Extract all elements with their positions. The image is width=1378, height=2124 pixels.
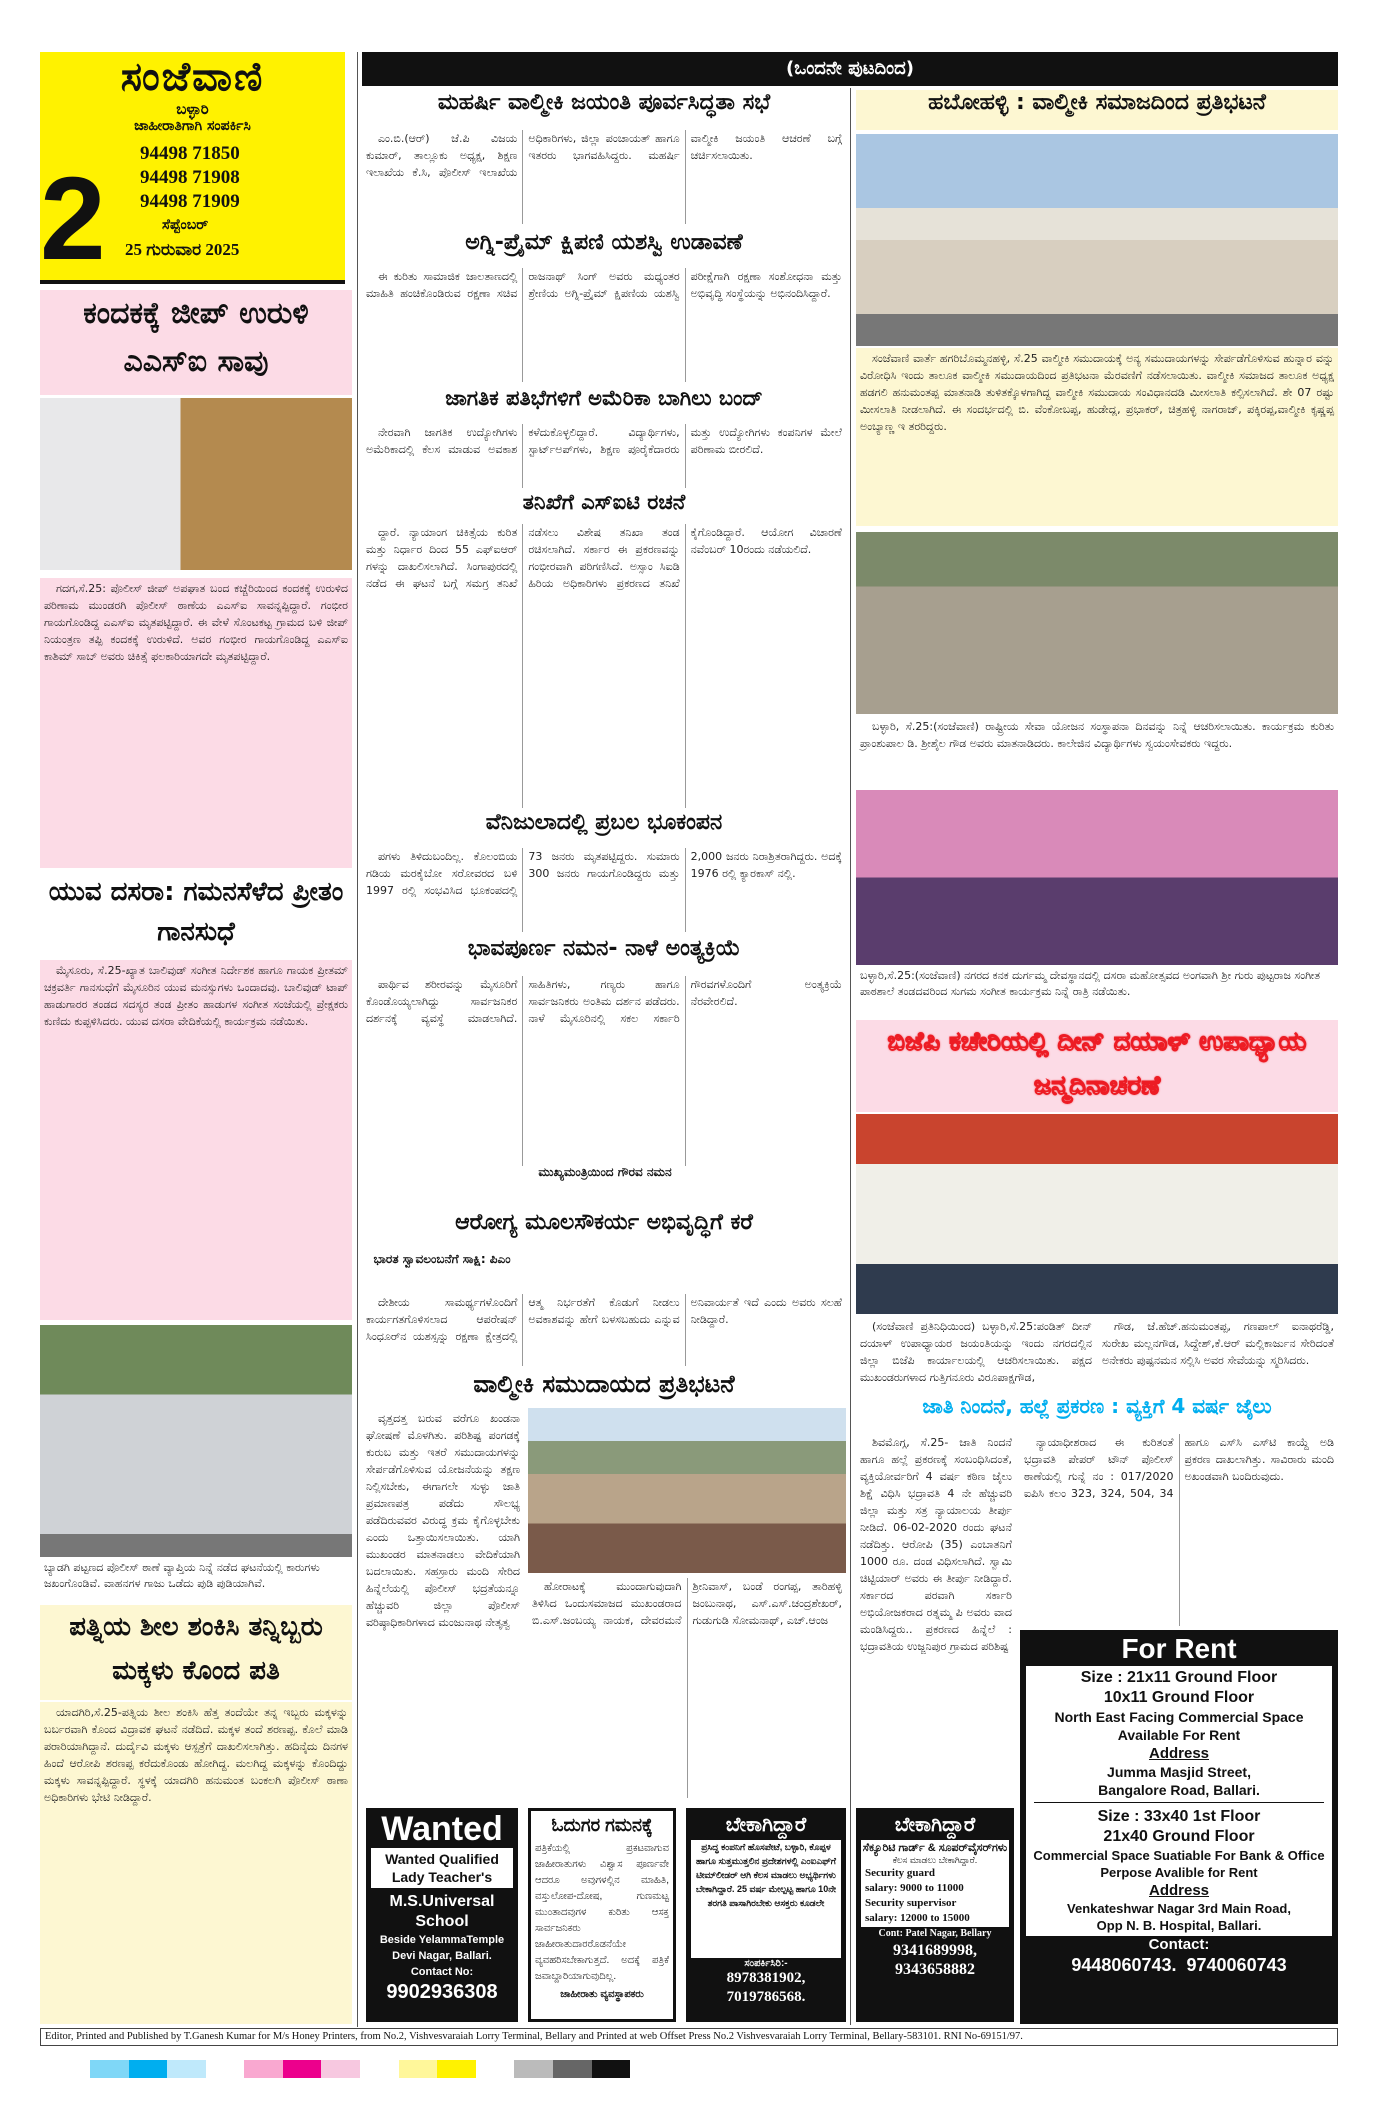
article-jeep-accident: ಗದಗ,ಸೆ.25: ಪೊಲೀಸ್ ಜೀಪ್ ಅಪಘಾತ ಬಂದ ಕಚ್ಚೆರಿಯಿಂದ ಕಂದಕಕ್ಕೆ ಉರುಳಿದ ಪರಿಣಾಮ ಮುಂಡರಗಿ ಪೊಲೀಸ್ ಠಾಣೆಯ ಎಎಸ್‌ಐ ಸಾವನ್ನಪ್ಪಿದ್ದಾರೆ. ಗಂಭೀರ ಗಾಯಗೊಂಡಿದ್ದ ಎಎಸ್‌ಐ ಮೃತಪಟ್ಟಿದ್ದಾರೆ. ಈ ವೇಳೆ ಸೊಂಟಕಟ್ಟ ಗ್ರಾಮದ ಬಳಿ ಜೀಪ್ ನಿಯಂತ್ರಣ ತಪ್ಪಿ ಕಂದಕಕ್ಕೆ ಉರುಳಿದೆ. ಅವರ ಗಂಭೀರ ಗಾಯಗೊಂಡಿದ್ದ ಎಎಸ್‌ಐ ಕಾಶಿಮ್ ಸಾಬ್ ಅವರು ಚಿಕಿತ್ಸೆ ಫಲಕಾರಿಯಾಗದೇ ಮೃತಪಟ್ಟಿದ್ದಾರೆ. [40,578,352,868]
headline-valmiki-protest: ವಾಲ್ಮೀಕಿ ಸಮುದಾಯದ ಪ್ರತಿಭಟನೆ [473,1370,735,1398]
article-valmiki-protest-cont: ಹೋರಾಟಕ್ಕೆ ಮುಂದಾಗುವುದಾಗಿ ತಿಳಿಸಿದ ಒಂದುಸಮಾಜದ ಮುಖಂಡರಾದ ಬಿ.ಎಸ್.ಜಂಬಯ್ಯ ನಾಯಕ, ದೇವರಮನೆ ಶ್ರೀನಿವಾಸ್, ಬಂಡೆ ರಂಗಪ್ಪ, ತಾರಿಹಳ್ಳಿ ಜಂಬುನಾಥ, ಎಸ್.ಎಸ್.ಚಂದ್ರಶೇಖರ್, ಗುಡುಗುಡಿ ಸೋಮನಾಥ್, ಎಚ್.ಆಂಜ [532,1580,842,1627]
photo-damaged-car [40,1325,352,1557]
article-caste-abuse-jail-cont: ನ್ಯಾಯಾಧೀಶರಾದ ಈ ಕುರಿತಂತೆ ಭದ್ರಾವತಿ ಪೇಪರ್ ಟೌನ್ ಪೊಲೀಸ್ ಠಾಣೆಯಲ್ಲಿ ಗುನ್ನೆ ನಂ : 017/2020 ಐಪಿಸಿ ಕಲಂ 323, 324, 504, 34 ಹಾಗೂ ಎಸ್‌ಸಿ ಎಸ್‌ಟಿ ಕಾಯ್ದೆ ಅಡಿ ಪ್ರಕರಣ ದಾಖಲಾಗಿತ್ತು. ಸಾವಿರಾರು ಮಂದಿ ಅಖಂಡವಾಗಿ ಬಂದಿರುವುದು. [1024,1436,1334,1500]
phone-2: 94498 71908 [140,167,240,188]
ad-for-rent: For Rent Size : 21x11 Ground Floor 10x11 Ground Floor North East Facing Commercial Space Available For Rent Address Jumma Masjid Street, Bangalore Road, Ballari. Size : 33x40 1st Floor 21x40 Ground Floor Commercial Space Suatiable For Bank & Office Perpose Avalible for Rent Address Venkateshwar Nagar 3rd Main Road, Opp N. B. Hospital, Ballari. Contact: 9448060743. 9740060743 [1020,1630,1338,2024]
article-health-infrastructure: ದೇಶೀಯ ಸಾಮರ್ಥ್ಯಗಳೊಂದಿಗೆ ಕಾರ್ಯಗತಗೊಳಿಸಲಾದ ಆಪರೇಷನ್ ಸಿಂಧೂರ್‌ನ ಯಶಸ್ಸನ್ನು ರಕ್ಷಣಾ ಕ್ಷೇತ್ರದಲ್ಲಿ ಆತ್ಮ ನಿರ್ಭರತೆಗೆ ಕೊಡುಗೆ ನೀಡಲು ಅವಕಾಶವನ್ನು ಹೇಗೆ ಬಳಸಬಹುದು ಎನ್ನುವ ಅನಿವಾರ್ಯತೆ ಇದೆ ಎಂದು ಅವರು ಸಲಹೆ ನೀಡಿದ್ದಾರೆ. [366,1296,842,1343]
date: 25 ಗುರುವಾರ 2025 [125,240,240,259]
article-us-visa: ನೇರವಾಗಿ ಜಾಗತಿಕ ಉದ್ಯೋಗಿಗಳು ಅಮೆರಿಕಾದಲ್ಲಿ ಕೆಲಸ ಮಾಡುವ ಅವಕಾಶ ಕಳೆದುಕೊಳ್ಳಲಿದ್ದಾರೆ. ವಿದ್ಯಾರ್ಥಿಗಳು, ಸ್ಟಾರ್ಟ್‌ಅಪ್‌ಗಳು, ಶಿಕ್ಷಣ ಪೂರೈಕೆದಾರರು ಮತ್ತು ಉದ್ಯೋಗಿಗಳು ಕಂಪನಿಗಳ ಮೇಲೆ ಪರಿಣಾಮ ಬೀರಲಿದೆ. [366,426,842,456]
headline-us-visa: ಜಾಗತಿಕ ಪತಿಭೆಗಳಿಗೆ ಅಮೆರಿಕಾ ಬಾಗಿಲು ಬಂದ್ [445,386,763,410]
headline-caste-abuse-jail: ಜಾತಿ ನಿಂದನೆ, ಹಲ್ಲೆ ಪ್ರಕರಣ : ವ್ಯಕ್ತಿಗೆ 4 ವರ್ಷ ಜೈಲು [922,1394,1272,1418]
headline-bjp-deendayal: ಬಿಜೆಪಿ ಕಚೇರಿಯಲ್ಲಿ ದೀನ್ ದಯಾಳ್ ಉಪಾಧ್ಯಾಯ ಜನ್ಮದಿನಾಚರಣೆ [856,1020,1338,1112]
masthead [40,52,345,284]
imprint-footer: Editor, Printed and Published by T.Ganesh Kumar for M/s Honey Printers, from No.2, Vishvesvaraiah Lorry Terminal, Bellary and Printed at web Offset Press No.2 Vishvesvaraiah Lorry Terminal, Bellary-583101. RNI No-69151/97. [40,2028,1338,2046]
article-nss-day: ಬಳ್ಳಾರಿ, ಸೆ.25:(ಸಂಜೆವಾಣಿ) ರಾಷ್ಟ್ರೀಯ ಸೇವಾ ಯೋಜನ ಸಂಸ್ಥಾಪನಾ ದಿನವನ್ನು ನಿನ್ನೆ ಆಚರಿಸಲಾಯಿತು. ಕಾರ್ಯಕ್ರಮ ಕುರಿತು ಪ್ರಾಂಶುಪಾಲ ಡಿ. ಶ್ರೀಶೈಲ ಗೌಡ ಅವರು ಮಾತನಾಡಿದರು. ಕಾಲೇಜಿನ ವಿದ್ಯಾರ್ಥಿಗಳು ಸ್ವಯಂಸೇವಕರು ಇದ್ದರು. [860,720,1334,750]
headline-venezuela-earthquake: ವೆನಿಜುಲಾದಲ್ಲಿ ಪ್ರಬಲ ಭೂಕಂಪನ [485,810,723,835]
phone-1: 94498 71850 [140,143,240,164]
headline-jeep-accident: ಕಂದಕಕ್ಕೆ ಜೀಪ್ ಉರುಳಿ ಎಎಸ್‌ಐ ಸಾವು [40,290,352,395]
article-venezuela-earthquake: ಪಗಳು ತಿಳಿದುಬಂದಿಲ್ಲ. ಕೊಲಂಬಿಯ ಗಡಿಯ ಮರಕೈಬೋ ಸರೋವರದ ಬಳಿ 1997 ರಲ್ಲಿ ಸಂಭವಿಸಿದ ಭೂಕಂಪದಲ್ಲಿ 73 ಜನರು ಮೃತಪಟ್ಟಿದ್ದರು. ಸುಮಾರು 300 ಜನರು ಗಾಯಗೊಂಡಿದ್ದರು ಮತ್ತು 2,000 ಜನರು ನಿರಾಶ್ರಿತರಾಗಿದ್ದರು. ಅದಕ್ಕೆ 1976 ರಲ್ಲಿ ಕ್ಯಾರಕಾಸ್ ನಲ್ಲಿ. [366,850,842,897]
ad-security-guard-jobs: ಬೇಕಾಗಿದ್ದಾರೆ ಸೆಕ್ಯೂರಿಟಿ ಗಾರ್ಡ್ & ಸೂಪರ್‌ವೈಸರ್‌ಗಳು ಕೆಲಸ ಮಾಡಲು ಬೇಕಾಗಿದ್ದಾರೆ. Security guard salary: 9000 to 11000 Security supervisor salary: 12000 to 15000 Cont: Patel Nagar, Bellary 9341689998, 9343658882 [856,1808,1014,2022]
subhead-cm-tribute: ಮುಖ್ಯಮಂತ್ರಿಯಿಂದ ಗೌರವ ನಮನ [538,1165,672,1179]
headline-yuva-dasara: ಯುವ ದಸರಾ: ಗಮನಸೆಳೆದ ಪ್ರೀತಂ ಗಾನಸುಧೆ [48,877,344,947]
headline-sit-formed: ತನಿಖೆಗೆ ಎಸ್‌ಐಟಿ ರಚನೆ [522,490,686,514]
newspaper-logo: ಸಂಜೆವಾಣಿ [120,54,265,100]
article-father-kills-children: ಯಾದಗಿರಿ,ಸೆ.25-ಪತ್ನಿಯ ಶೀಲ ಶಂಕಿಸಿ ಹೆತ್ತ ತಂದೆಯೇ ತನ್ನ ಇಬ್ಬರು ಮಕ್ಕಳನ್ನು ಬರ್ಬರವಾಗಿ ಕೊಂದ ವಿದ್ರಾವಕ ಘಟನೆ ನಡೆದಿದೆ. ಮಕ್ಕಳ ತಂದೆ ಶರಣಪ್ಪ. ಕೊಲೆ ಮಾಡಿ ಪರಾರಿಯಾಗಿದ್ದಾನೆ. ದುರ್ದೈವಿ ಮಕ್ಕಳು ಆಸ್ಪತ್ರೆಗೆ ದಾಖಲಿಸಲಾಗಿತ್ತು. ಹದಿನೈದು ದಿನಗಳ ಹಿಂದೆ ಆರೋಪಿ ಶರಣಪ್ಪ ಕರೆದುಕೊಂಡು ಹೋಗಿದ್ದ. ಮಲಗಿದ್ದ ಮಕ್ಕಳನ್ನು ಕೊಂದಿದ್ದು ಮಕ್ಕಳು ಸಾವನ್ನಪ್ಪಿದ್ದಾರೆ. ಸ್ಥಳಕ್ಕೆ ಯಾದಗಿರಿ ಹನುಮಂತ ಬಂಕಲಗಿ ಪೊಲೀಸ್ ಠಾಣಾ ಅಧಿಕಾರಿಗಳು ಭೇಟಿ ನೀಡಿದ್ದಾರೆ. [40,1702,352,2024]
article-yuva-dasara: ಮೈಸೂರು, ಸೆ.25-ಖ್ಯಾತ ಬಾಲಿವುಡ್ ಸಂಗೀತ ನಿರ್ದೇಶಕ ಹಾಗೂ ಗಾಯಕ ಪ್ರೀತಮ್ ಚಕ್ರವರ್ತಿ ಗಾನಸುಧೆಗೆ ಮೈಸೂರಿನ ಯುವ ಮನಸ್ಸುಗಳು ಒಂದಾದವು. ಬಾಲಿವುಡ್ ಟಾಪ್ ಹಾಡುಗಾರರ ತಂಡದ ಸದಸ್ಯರ ತಂಡ ಪ್ರೀತಂ ಹಾಡುಗಳ ಸಂಗೀತ ಸಂಜೆಯಲ್ಲಿ ಪ್ರೇಕ್ಷಕರು ಕುಣಿದು ಕುಪ್ಪಳಿಸಿದರು. ಯುವ ದಸರಾ ವೇದಿಕೆಯಲ್ಲಿ ಕಾರ್ಯಕ್ರಮ ನಡೆಯಿತು. [40,960,352,1320]
article-caste-abuse-jail: ಶಿವಮೊಗ್ಗ, ಸೆ.25- ಜಾತಿ ನಿಂದನೆ ಹಾಗೂ ಹಲ್ಲೆ ಪ್ರಕರಣಕ್ಕೆ ಸಂಬಂಧಿಸಿದಂತೆ, ವ್ಯಕ್ತಿಯೋರ್ವರಿಗೆ 4 ವರ್ಷ ಕಠಿಣ ಜೈಲು ಶಿಕ್ಷೆ ವಿಧಿಸಿ ಭದ್ರಾವತಿ 4 ನೇ ಹೆಚ್ಚುವರಿ ಜಿಲ್ಲಾ ಮತ್ತು ಸತ್ರ ನ್ಯಾಯಾಲಯ ತೀರ್ಪು ನೀಡಿದೆ. 06-02-2020 ರಂದು ಘಟನೆ ನಡೆದಿತ್ತು. ಆರೋಪಿ (35) ಎಂಬಾತನಿಗೆ 1000 ರೂ. ದಂಡ ವಿಧಿಸಲಾಗಿದೆ. ಸ್ವಾಮಿ ಚಿಟ್ಟಿಯಾರ್ ಅವರು ಈ ತೀರ್ಪು ನೀಡಿದ್ದಾರೆ. ಸರ್ಕಾರದ ಪರವಾಗಿ ಸರ್ಕಾರಿ ಅಭಿಯೋಜಕರಾದ ರತ್ನಮ್ಮ ಪಿ ಅವರು ವಾದ ಮಂಡಿಸಿದ್ದರು.. ಪ್ರಕರಣದ ಹಿನ್ನೆಲೆ : ಭದ್ರಾವತಿಯ ಉಜ್ಜನಿಪುರ ಗ್ರಾಮದ ಪರಿಶಿಷ್ಟ [860,1436,1012,1653]
photo-nss-day [856,532,1338,714]
ad-contact-label: ಜಾಹೀರಾತಿಗಾಗಿ ಸಂಪರ್ಕಿಸಿ [134,118,251,134]
caption-music-program: ಬಳ್ಳಾರಿ,ಸೆ.25:(ಸಂಜೆವಾಣಿ) ನಗರದ ಕನಕ ದುರ್ಗಮ್ಮ ದೇವಸ್ಥಾನದಲ್ಲಿ ದಸರಾ ಮಹೋತ್ಸವದ ಅಂಗವಾಗಿ ಶ್ರೀ ಗುರು ಪುಟ್ಟರಾಜ ಸಂಗೀತ ಪಾಠಶಾಲೆ ತಂಡದವರಿಂದ ಸುಗಮ ಸಂಗೀತ ಕಾರ್ಯಕ್ರಮ ನಿನ್ನೆ ರಾತ್ರಿ ನಡೆಯಿತು. [860,969,1321,998]
caption-damaged-car: ಬ್ಯಾಡಗಿ ಪಟ್ಟಣದ ಪೊಲೀಸ್ ಠಾಣೆ ವ್ಯಾಪ್ತಿಯ ನಿನ್ನೆ ನಡೆದ ಘಟನೆಯಲ್ಲಿ ಕಾರುಗಳು ಜಖಂಗೊಂಡಿವೆ. ವಾಹನಗಳ ಗಾಜು ಒಡೆದು ಪುಡಿ ಪುಡಿಯಾಗಿವೆ. [44,1561,320,1590]
article-tribute-funeral: ಪಾರ್ಥಿವ ಶರೀರವನ್ನು ಮೈಸೂರಿಗೆ ಕೊಂಡೊಯ್ಯಲಾಗಿದ್ದು ಸಾರ್ವಜನಿಕರ ದರ್ಶನಕ್ಕೆ ವ್ಯವಸ್ಥೆ ಮಾಡಲಾಗಿದೆ. ಸಾಹಿತಿಗಳು, ಗಣ್ಯರು ಹಾಗೂ ಸಾರ್ವಜನಿಕರು ಅಂತಿಮ ದರ್ಶನ ಪಡೆದರು. ನಾಳೆ ಮೈಸೂರಿನಲ್ಲಿ ಸಕಲ ಸರ್ಕಾರಿ ಗೌರವಗಳೊಂದಿಗೆ ಅಂತ್ಯಕ್ರಿಯೆ ನೆರವೇರಲಿದೆ. [366,978,842,1025]
photo-bjp-leaders [856,1114,1338,1314]
continued-banner: (ಒಂದನೇ ಪುಟದಿಂದ) [362,52,1338,86]
article-bjp-deendayal: (ಸಂಜೆವಾಣಿ ಪ್ರತಿನಿಧಿಯಿಂದ) ಬಳ್ಳಾರಿ,ಸೆ.25:ಪಂಡಿತ್ ದೀನ್ ದಯಾಳ್ ಉಪಾಧ್ಯಾಯರ ಜಯಂತಿಯನ್ನು ಇಂದು ನಗರದಲ್ಲಿನ ಜಿಲ್ಲಾ ಬಿಜೆಪಿ ಕಾರ್ಯಾಲಯಲ್ಲಿ ಆಚರಿಸಲಾಯಿತು. ಪಕ್ಷದ ಮುಖಂಡರುಗಳಾದ ಗುತ್ತಿಗನೂರು ವಿರೂಪಾಕ್ಷಗೌಡ, [860,1320,1092,1384]
article-valmiki-jayanti-meeting: ಎಂ.ಬಿ.(ಆರ್) ಜೆ.ಪಿ ವಿಜಯ ಕುಮಾರ್, ತಾಲ್ಲೂಕು ಅಧ್ಯಕ್ಷ, ಶಿಕ್ಷಣ ಇಲಾಖೆಯ ಕೆ.ಸಿ, ಪೊಲೀಸ್ ಇಲಾಖೆಯ ಅಧಿಕಾರಿಗಳು, ಜಿಲ್ಲಾ ಪಂಚಾಯತ್ ಹಾಗೂ ಇತರರು ಭಾಗವಹಿಸಿದ್ದರು. ಮಹರ್ಷಿ ವಾಲ್ಮೀಕಿ ಜಯಂತಿ ಆಚರಣೆ ಬಗ್ಗೆ ಚರ್ಚಿಸಲಾಯಿತು. [366,132,842,179]
photo-police-jeep-and-officer [40,398,352,570]
article-valmiki-protest: ವೃತ್ತದತ್ತ ಬರುವ ವರೆಗೂ ಖಂಡನಾ ಘೋಷಣೆ ಮೊಳಗಿತು. ಪರಿಶಿಷ್ಟ ಪಂಗಡಕ್ಕೆ ಕುರುಬ ಮತ್ತು ಇತರೆ ಸಮುದಾಯಗಳನ್ನು ಸೇರ್ಪಡೆಗೊಳಿಸುವ ಯೋಜನೆಯನ್ನು ತಕ್ಷಣ ನಿಲ್ಲಿಸಬೇಕು, ಈಗಾಗಲೇ ಸುಳ್ಳು ಜಾತಿ ಪ್ರಮಾಣಪತ್ರ ಪಡೆದು ಸೌಲಭ್ಯ ಪಡೆದಿರುವವರ ವಿರುದ್ಧ ಕ್ರಮ ಕೈಗೊಳ್ಳಬೇಕು ಎಂದು ಒತ್ತಾಯಿಸಲಾಯಿತು. ಯಾಗಿ ಮುಖಂಡರ ಮಾತನಾಡಲು ವೇದಿಕೆಯಾಗಿ ಬದಲಾಯಿತು. ಸಹಸ್ರಾರು ಮಂದಿ ಸೇರಿದ ಹಿನ್ನೆಲೆಯಲ್ಲಿ ಪೊಲೀಸ್ ಭದ್ರತೆಯನ್ನೂ ಹೆಚ್ಚುವರಿ ಜಿಲ್ಲಾ ಪೊಲೀಸ್ ವರಿಷ್ಠಾಧಿಕಾರಿಗಳಾದ ಮಂಜುನಾಥ ನೇತೃತ್ವ [366,1412,520,1629]
headline-valmiki-jayanti-meeting: ಮಹರ್ಷಿ ವಾಲ್ಮೀಕಿ ಜಯಂತಿ ಪೂರ್ವಸಿದ್ಧತಾ ಸಭೆ [437,90,771,115]
headline-tribute-funeral: ಭಾವಪೂರ್ಣ ನಮನ- ನಾಳೆ ಅಂತ್ಯಕ್ರಿಯೆ [467,936,741,961]
photo-valmiki-procession [528,1408,846,1573]
month: ಸೆಪ್ಟೆಂಬರ್ [162,218,209,233]
phone-3: 94498 71909 [140,191,240,212]
photo-music-program [856,790,1338,965]
page-number: 2 [40,153,106,284]
article-hagaribommanahalli-protest: ಸಂಜೆವಾಣಿ ವಾರ್ತೆ ಹಗರಿಬೊಮ್ಮನಹಳ್ಳಿ, ಸೆ.25 ವಾಲ್ಮೀಕಿ ಸಮುದಾಯಕ್ಕೆ ಅನ್ಯ ಸಮುದಾಯಗಳನ್ನು ಸೇರ್ಪಡೆಗೊಳಿಸುವ ಹುನ್ನಾರ ವನ್ನು ವಿರೋಧಿಸಿ ಇಂದು ತಾಲೂಕ ವಾಲ್ಮೀಕಿ ಸಮುದಾಯದಿಂದ ಪ್ರತಿಭಟನಾ ಮೆರವಣಿಗೆ ನಡೆಸಲಾಯಿತು. ವಾಲ್ಮೀಕಿ ಸಮಾಜದ ತಾಲೂಕ ಅಧ್ಯಕ್ಷ ಹಡಗಲಿ ಹನುಮಂತಪ್ಪ ಮಾತನಾಡಿ ತುಳಿತಕ್ಕೊಳಗಾಗಿದ್ದ ವಾಲ್ಮೀಕಿ ಸಮುದಾಯ ಸಂವಿಧಾನದಡಿ ಮೀಸಲಾತಿ ಕಲ್ಪಿಸಲಾಗಿದೆ. ಶೇ 07 ರಷ್ಟು ಮೀಸಲಾತಿ ನೀಡಲಾಗಿದೆ. ಈ ಸಂದರ್ಭದಲ್ಲಿ ಬಿ. ವೆಂಕೋಬಪ್ಪ, ಹುಡೇದ್ಲ, ಪ್ರಭಾಕರ್, ಚಿತ್ರಹಳ್ಳಿ ನಾಗರಾಜ್, ಪಕ್ಕಿರಪ್ಪ,ವಾಲ್ಮೀಕಿ ಕೃಷ್ಣಪ್ಪ ಅಂಬ್ಯಾಣ್ಣ ಇ ತರರಿದ್ದರು. [856,348,1338,526]
ad-wanted-teacher: Wanted Wanted Qualified Lady Teacher's M.S.Universal School Beside YelammaTemple Devi Nagar, Ballari. Contact No: 9902936308 [366,1808,518,2022]
article-sit-formed: ದ್ದಾರೆ. ನ್ಯಾಯಾಂಗ ಚಿಕಿತ್ಸೆಯ ಕುರಿತ ಮತ್ತು ನಿರ್ಧಾರ ದಿಂದ 55 ಎಫ್‌ಐಆರ್ ಗಳನ್ನು ದಾಖಲಿಸಲಾಗಿದೆ. ಸಿಂಗಾಪುರದಲ್ಲಿ ನಡೆದ ಈ ಘಟನೆ ಬಗ್ಗೆ ಸಮಗ್ರ ತನಿಖೆ ನಡೆಸಲು ವಿಶೇಷ ತನಿಖಾ ತಂಡ ರಚಿಸಲಾಗಿದೆ. ಸರ್ಕಾರ ಈ ಪ್ರಕರಣವನ್ನು ಗಂಭೀರವಾಗಿ ಪರಿಗಣಿಸಿದೆ. ಅಸ್ಸಾಂ ಸಿಐಡಿ ಹಿರಿಯ ಅಧಿಕಾರಿಗಳು ಪ್ರಕರಣದ ತನಿಖೆ ಕೈಗೊಂಡಿದ್ದಾರೆ. ಆಯೋಗ ವಿಚಾರಣೆ ನವೆಂಬರ್ 10ರಂದು ನಡೆಯಲಿದೆ. [366,526,842,590]
ad-readers-notice: ಓದುಗರ ಗಮನಕ್ಕೆ ಪತ್ರಿಕೆಯಲ್ಲಿ ಪ್ರಕಟವಾಗುವ ಜಾಹೀರಾತುಗಳು ವಿಶ್ವಾಸ ಪೂರ್ಣವೇ ಆದರೂ ಅವುಗಳಲ್ಲಿನ ಮಾಹಿತಿ, ವಸ್ತುಲೋಪ-ದೋಷ, ಗುಣಮಟ್ಟ ಮುಂತಾದವುಗಳ ಕುರಿತು ಆಸಕ್ತ ಸಾರ್ವಜನಿಕರು ಜಾಹೀರಾತುದಾರರೊಡನೆಯೇ ವ್ಯವಹರಿಸಬೇಕಾಗುತ್ತದೆ. ಅದಕ್ಕೆ ಪತ್ರಿಕೆ ಜವಾಬ್ದಾರಿಯಾಗುವುದಿಲ್ಲ. ಜಾಹೀರಾತು ವ್ಯವಸ್ಥಾಪಕರು [528,1808,676,2022]
headline-health-infrastructure: ಆರೋಗ್ಯ ಮೂಲಸೌಕರ್ಯ ಅಭಿವೃದ್ಧಿಗೆ ಕರೆ [455,1210,753,1235]
subhead-self-reliance: ಭಾರತ ಸ್ವಾವಲಂಬನೆಗೆ ಸಾಕ್ಷಿ: ಪಿಎಂ [373,1252,511,1266]
registration-color-bars [90,2060,630,2078]
ad-job-vacancy-1: ಬೇಕಾಗಿದ್ದಾರೆ ಪ್ರಸಿದ್ಧ ಕಂಪನಿಗೆ ಹೊಸಪೇಟೆ, ಬಳ್ಳಾರಿ, ಕೊಪ್ಪಳ ಹಾಗೂ ಸುತ್ತಮುತ್ತಲಿನ ಪ್ರದೇಶಗಳಲ್ಲಿ ಎಂಐಎಫ್‌ಗೆ ಟೀಮ್‌ಲೀಡರ್ ಆಗಿ ಕೆಲಸ ಮಾಡಲು ಅಭ್ಯರ್ಥಿಗಳು ಬೇಕಾಗಿದ್ದಾರೆ. 25 ವರ್ಷ ಮೇಲ್ಪಟ್ಟ ಹಾಗೂ 10ನೇ ತರಗತಿ ಪಾಸಾಗಿರಬೇಕು ಆಸಕ್ತರು ಕೂಡಲೇ ಸಂಪರ್ಕಿಸಿರಿ:- 8978381902, 7019786568. [686,1808,846,2022]
photo-protest-group [856,134,1338,346]
article-bjp-deendayal-cont: ಗೌಡ, ಜೆ.ಹೆಚ್.ಹನುಮಂತಪ್ಪ, ಗಣಪಾಲ್ ಐನಾಥರೆಡ್ಡಿ, ಸುರೇಖ ಮಲ್ಲನಗೌಡ, ಸಿದ್ದೇಶ್,ಕೆ.ಆರ್ ಮಲ್ಲಿಕಾರ್ಜುನ ಸೇರಿದಂತೆ ಅನೇಕರು ಪುಷ್ಪನಮನ ಸಲ್ಲಿಸಿ ಅವರ ಸೇವೆಯನ್ನು ಸ್ಮರಿಸಿದರು. [1102,1320,1334,1367]
headline-hagaribommanahalli-protest: ಹಬೋಹಳ್ಳಿ : ವಾಲ್ಮೀಕಿ ಸಮಾಜದಿಂದ ಪ್ರತಿಭಟನೆ [856,90,1338,130]
article-agni-prime: ಈ ಕುರಿತು ಸಾಮಾಜಿಕ ಜಾಲತಾಣದಲ್ಲಿ ಮಾಹಿತಿ ಹಂಚಿಕೊಂಡಿರುವ ರಕ್ಷಣಾ ಸಚಿವ ರಾಜನಾಥ್ ಸಿಂಗ್ ಅವರು ಮಧ್ಯಂತರ ಶ್ರೇಣಿಯ ಅಗ್ನಿ-ಪ್ರೈಮ್ ಕ್ಷಿಪಣಿಯ ಯಶಸ್ವಿ ಪರೀಕ್ಷೆಗಾಗಿ ರಕ್ಷಣಾ ಸಂಶೋಧನಾ ಮತ್ತು ಅಭಿವೃದ್ಧಿ ಸಂಸ್ಥೆಯನ್ನು ಅಭಿನಂದಿಸಿದ್ದಾರೆ. [366,270,842,300]
headline-agni-prime: ಅಗ್ನಿ-ಪ್ರೈಮ್ ಕ್ಷಿಪಣಿ ಯಶಸ್ವಿ ಉಡಾವಣೆ [465,230,743,255]
city: ಬಳ್ಳಾರಿ [176,100,209,118]
headline-father-kills-children: ಪತ್ನಿಯ ಶೀಲ ಶಂಕಿಸಿ ತನ್ನಿಬ್ಬರು ಮಕ್ಕಳು ಕೊಂದ ಪತಿ [40,1605,352,1700]
